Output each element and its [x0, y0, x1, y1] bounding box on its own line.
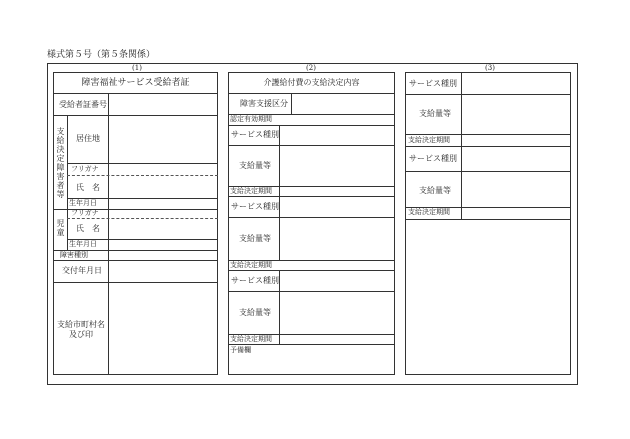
decision-period-label-2: 支給決定期間	[230, 261, 272, 269]
section-2-title: 介護給付費の支給決定内容	[263, 78, 360, 87]
issue-date-label: 交付年月日	[62, 266, 102, 275]
service-type-label-3: サービス種別	[231, 276, 279, 285]
furigana-label: フリガナ	[71, 165, 99, 173]
reserve-label: 予備欄	[230, 346, 251, 354]
s3-decision-period-label-1: 支給決定期間	[408, 136, 450, 144]
support-category-label: 障害支援区分	[240, 99, 288, 108]
section-1-title: 障害福祉サービス受給者証	[81, 78, 190, 88]
payment-amount-label-3: 支給量等	[239, 308, 271, 317]
service-type-label-1: サービス種別	[231, 130, 279, 139]
cert-number-label: 受給者証番号	[59, 100, 107, 109]
address-label: 居住地	[76, 134, 100, 143]
eligible-person-label: 支給決定障害者等	[56, 127, 65, 199]
form-title: 様式第５号（第５条関係）	[47, 50, 156, 60]
s3-service-type-label-1: サービス種別	[409, 79, 457, 88]
decision-period-label-3: 支給決定期間	[230, 335, 272, 343]
section-1-number: (1)	[132, 64, 142, 72]
s3-service-type-label-2: サービス種別	[409, 154, 457, 163]
municipality-label: 支給市町村名及び印	[57, 320, 105, 339]
payment-amount-label-2: 支給量等	[239, 234, 271, 243]
child-label: 児童	[56, 219, 65, 237]
disability-type-label: 障害種別	[60, 251, 88, 259]
section-3-number: (3)	[485, 64, 495, 72]
s3-payment-amount-label-1: 支給量等	[419, 109, 451, 118]
dob-label: 生年月日	[69, 199, 97, 207]
cert-valid-period-label: 認定有効期間	[230, 115, 272, 123]
s3-payment-amount-label-2: 支給量等	[419, 186, 451, 195]
service-type-label-2: サービス種別	[231, 202, 279, 211]
name-label: 氏 名	[76, 183, 100, 192]
payment-amount-label-1: 支給量等	[239, 161, 271, 170]
child-name-label: 氏 名	[76, 224, 100, 233]
section-2-number: (2)	[306, 64, 316, 72]
s3-decision-period-label-2: 支給決定期間	[408, 208, 450, 216]
child-furigana-label: フリガナ	[71, 209, 99, 217]
decision-period-label-1: 支給決定期間	[230, 187, 272, 195]
child-dob-label: 生年月日	[69, 240, 97, 248]
